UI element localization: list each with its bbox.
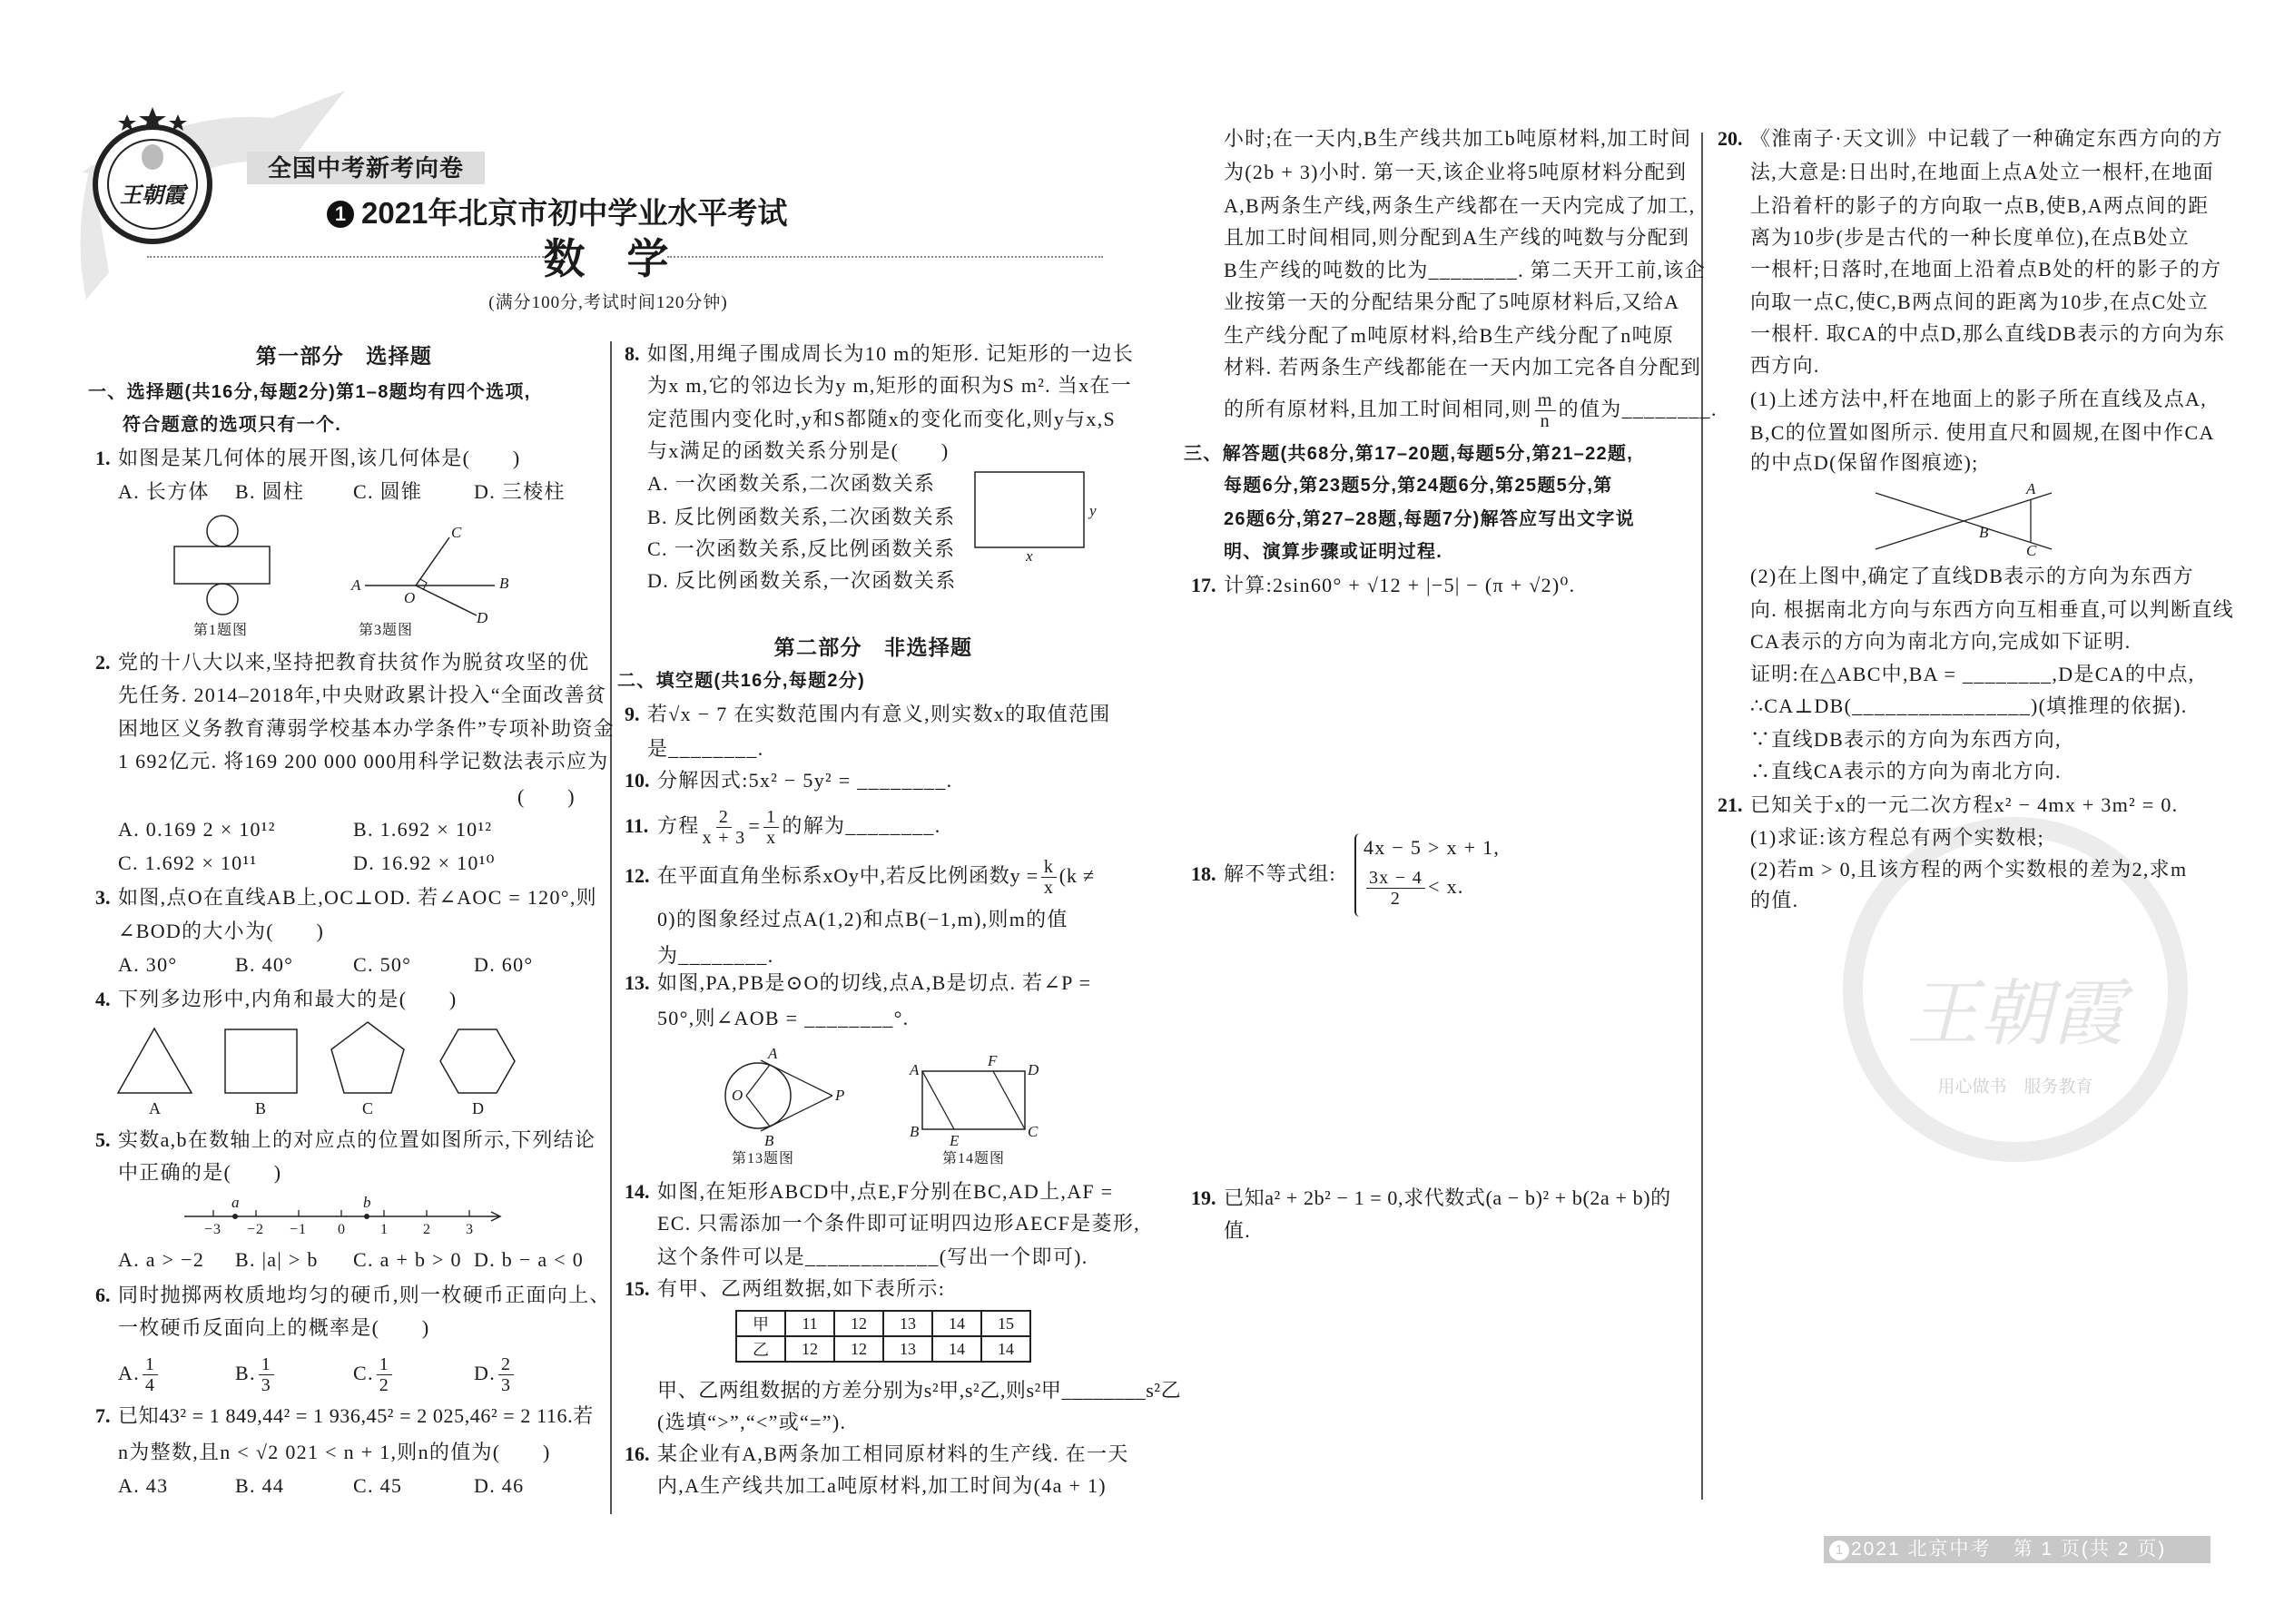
- question-number: 18.: [1191, 862, 1216, 885]
- q3-option-b[interactable]: B. 40°: [235, 953, 294, 976]
- option-label: A.: [118, 1362, 140, 1384]
- table-cell: 12: [785, 1336, 834, 1362]
- q7-option-a[interactable]: A. 43: [118, 1474, 169, 1497]
- q4-label-a: A: [149, 1099, 162, 1117]
- table-cell: 13: [883, 1311, 932, 1336]
- q16-text: 小时;在一天内,B生产线共加工b吨原材料,加工时间: [1224, 127, 1692, 150]
- q8-label-x: x: [1026, 547, 1033, 565]
- numerator: k: [1041, 857, 1057, 878]
- fig13-label-o: O: [732, 1087, 743, 1104]
- numerator: 2: [498, 1354, 514, 1375]
- exam-title-text: 2021年北京市初中学业水平考试: [361, 196, 788, 230]
- denominator: x: [1043, 878, 1054, 899]
- section3-heading: 明、演算步骤或证明过程.: [1224, 542, 1443, 562]
- column-4: [1718, 0, 2235, 1624]
- q8-option-b[interactable]: B. 反比例函数关系,二次函数关系: [647, 506, 956, 528]
- column-divider: [610, 341, 612, 1514]
- part1-title: 第一部分 选择题: [255, 344, 433, 368]
- q20-text: 离为10步(步是古代的一种长度单位),在点B处立: [1750, 226, 2191, 249]
- table-cell: 14: [932, 1311, 981, 1336]
- q16-text: 为(2b + 3)小时. 第一天,该企业将5吨原材料分配到: [1224, 161, 1688, 183]
- section3-heading: 每题6分,第23题5分,第24题6分,第25题5分,第: [1224, 476, 1613, 496]
- q2-option-b[interactable]: B. 1.692 × 10¹²: [353, 818, 493, 841]
- q1-option-d[interactable]: D. 三棱柱: [474, 480, 566, 503]
- question-number: 5.: [95, 1128, 111, 1151]
- q15-text: 有甲、乙两组数据,如下表所示:: [657, 1277, 946, 1300]
- q20-label-a: A: [2026, 480, 2036, 497]
- q18-text: 解不等式组:: [1224, 862, 1336, 885]
- question-number: 13.: [625, 971, 650, 994]
- q20-proof: ∵直线DB表示的方向为东西方向,: [1750, 728, 2062, 751]
- page-footer: [1824, 1536, 2210, 1563]
- q20-label-c: C: [2026, 542, 2037, 559]
- q5-option-b[interactable]: B. |a| > b: [235, 1248, 319, 1271]
- q7-option-b[interactable]: B. 44: [235, 1474, 285, 1497]
- q16-text: 业按第一天的分配结果分配了5吨原材料后,又给A: [1224, 290, 1680, 313]
- numerator: m: [1535, 390, 1556, 411]
- question-number: 4.: [95, 988, 111, 1010]
- q8-option-a[interactable]: A. 一次函数关系,二次函数关系: [647, 472, 936, 495]
- q18-brace: [1354, 833, 1364, 917]
- q6-option-b[interactable]: [235, 1353, 277, 1394]
- footer-page-indicator: 第 1 页(共 2 页): [2013, 1539, 2167, 1560]
- fig13-label-p: P: [835, 1087, 845, 1104]
- q5-text: 中正确的是( ): [118, 1161, 282, 1184]
- question-number: 6.: [95, 1284, 111, 1306]
- q21-text: 的值.: [1750, 889, 1799, 911]
- watermark-slogan: 用心做书 服务教育: [1937, 1078, 2093, 1097]
- q1-option-b[interactable]: B. 圆柱: [235, 480, 305, 503]
- q14-text: 这个条件可以是____________(写出一个即可).: [657, 1245, 1088, 1268]
- q20-text: 西方向.: [1750, 354, 1820, 377]
- section1-heading: 一、选择题(共16分,每题2分)第1–8题均有四个选项,: [88, 382, 531, 402]
- footer-exam-label: 2021 北京中考: [1851, 1539, 1992, 1560]
- point-a-label: a: [231, 1194, 240, 1211]
- q12-pre: 在平面直角坐标系xOy中,若反比例函数y =: [657, 864, 1039, 887]
- tick-label: −1: [290, 1222, 308, 1237]
- q4-text: 下列多边形中,内角和最大的是( ): [118, 988, 458, 1010]
- q2-option-d[interactable]: D. 16.92 × 10¹⁰: [353, 851, 496, 874]
- subject-title: 数 学: [543, 235, 669, 282]
- q21-text: (2)若m > 0,且该方程的两个实数根的差为2,求m: [1750, 858, 2188, 881]
- tick-label: −3: [204, 1222, 222, 1237]
- q19-text: 已知a² + 2b² − 1 = 0,求代数式(a − b)² + b(2a + b)的: [1224, 1186, 1671, 1209]
- q20-part1: B,C的位置如图所示. 使用直尺和圆规,在图中作CA: [1750, 421, 2215, 444]
- q16-text: B生产线的吨数的比为________. 第二天开工前,该企: [1224, 259, 1706, 281]
- q5-text: 实数a,b在数轴上的对应点的位置如图所示,下列结论: [118, 1128, 596, 1151]
- denominator: 3: [261, 1375, 272, 1396]
- q15-text: (选填“>”,“<”或“=”).: [657, 1411, 847, 1433]
- table-cell: 13: [883, 1336, 932, 1362]
- denominator: 4: [145, 1375, 156, 1396]
- q7-option-d[interactable]: D. 46: [474, 1474, 525, 1497]
- question-number: 7.: [95, 1404, 111, 1427]
- q12-text: 为________.: [657, 944, 774, 967]
- q12-post: (k ≠: [1058, 864, 1095, 887]
- q16-text: 内,A生产线共加工a吨原材料,加工时间为(4a + 1): [657, 1474, 1107, 1497]
- q3-text: ∠BOD的大小为( ): [118, 920, 325, 942]
- q20-text: 一根杆. 取CA的中点D,那么直线DB表示的方向为东: [1750, 322, 2226, 345]
- q19-text: 值.: [1224, 1219, 1252, 1242]
- q1-option-c[interactable]: C. 圆锥: [353, 480, 423, 503]
- q5-number-line: [95, 0, 593, 1271]
- fig3-label-d: D: [477, 609, 488, 626]
- q20-figure: [1718, 0, 2215, 635]
- q8-text: 如图,用绳子围成周长为10 m的矩形. 记矩形的一边长: [647, 342, 1135, 365]
- section3-heading: 26题6分,第27–28题,每题7分)解答应写出文字说: [1224, 509, 1635, 529]
- fig14-label-e: E: [950, 1132, 960, 1149]
- q13-text: 如图,PA,PB是⊙O的切线,点A,B是切点. 若∠P =: [657, 971, 1092, 994]
- q20-part2: CA表示的方向为南北方向,完成如下证明.: [1750, 630, 2132, 653]
- q16-text: 生产线分配了m吨原材料,给B生产线分配了n吨原: [1224, 324, 1675, 347]
- point-a: [232, 1214, 238, 1219]
- q14-text: 如图,在矩形ABCD中,点E,F分别在BC,AD上,AF =: [657, 1180, 1114, 1203]
- q10-text: 分解因式:5x² − 5y² = ________.: [657, 769, 953, 792]
- q3-option-d[interactable]: D. 60°: [474, 953, 534, 976]
- question-number: 10.: [625, 769, 650, 792]
- question-number: 12.: [625, 864, 650, 887]
- q12-text: 0)的图象经过点A(1,2)和点B(−1,m),则m的值: [657, 908, 1068, 930]
- q7-text: n为整数,且n < √2 021 < n + 1,则n的值为( ): [118, 1441, 551, 1463]
- fig14-caption: 第14题图: [942, 1151, 1006, 1166]
- table-cell: 14: [981, 1336, 1030, 1362]
- q6-option-a[interactable]: [118, 1353, 161, 1394]
- q18-inequality-2-tail: < x.: [1428, 875, 1464, 898]
- q16-last-pre: 的所有原材料,且加工时间相同,则: [1224, 398, 1532, 420]
- denominator: x: [766, 828, 777, 849]
- question-number: 14.: [625, 1180, 650, 1203]
- numerator: 3x − 4: [1366, 868, 1425, 889]
- q6-option-c[interactable]: [353, 1353, 395, 1394]
- denominator: n: [1540, 411, 1551, 432]
- q21-text: 已知关于x的一元二次方程x² − 4mx + 3m² = 0.: [1750, 793, 2179, 816]
- q20-proof: ∴直线CA表示的方向为南北方向.: [1750, 760, 2062, 782]
- q4-label-d: D: [472, 1099, 485, 1117]
- numerator: 1: [377, 1354, 392, 1375]
- fraction: [377, 1354, 392, 1395]
- q4-label-b: B: [255, 1099, 268, 1117]
- point-b-label: b: [363, 1194, 371, 1211]
- q9-text: 是________.: [647, 737, 764, 760]
- tick-label: −2: [247, 1222, 265, 1237]
- tick-label: 2: [423, 1222, 431, 1237]
- q13-text: 50°,则∠AOB = ________°.: [657, 1007, 910, 1029]
- fig14-label-b: B: [910, 1123, 920, 1140]
- q18-inequality-1: 4x − 5 > x + 1,: [1364, 836, 1501, 859]
- tick-label: 1: [380, 1222, 389, 1237]
- column-divider: [1701, 133, 1703, 1500]
- fig14-label-f: F: [988, 1052, 998, 1069]
- fig3-label-a: A: [351, 576, 361, 594]
- q11-post: 的解为________.: [782, 814, 941, 837]
- fraction: [259, 1354, 274, 1395]
- watermark-logo-text: 王朝霞: [1906, 975, 2124, 1055]
- fig14-label-a: A: [910, 1061, 920, 1078]
- q16-text: [1224, 389, 1718, 430]
- q20-proof: ∴CA⊥DB(________________)(填推理的依据).: [1750, 694, 2188, 717]
- q3-option-c[interactable]: C. 50°: [353, 953, 412, 976]
- option-label: C.: [353, 1362, 374, 1384]
- q20-part2: (2)在上图中,确定了直线DB表示的方向为东西方: [1750, 565, 2194, 587]
- point-b: [364, 1214, 369, 1219]
- q16-text: 且加工时间相同,则分配到A生产线的吨数与分配到: [1224, 226, 1690, 249]
- denominator: 2: [379, 1375, 390, 1396]
- option-label: B.: [235, 1362, 256, 1384]
- fig3-label-o: O: [404, 589, 416, 606]
- q8-text: 定范围内变化时,y和S都随x的变化而变化,则y与x,S: [647, 408, 1117, 430]
- q20-label-b: B: [1979, 524, 1989, 541]
- q8-option-d[interactable]: D. 反比例函数关系,一次函数关系: [647, 569, 957, 592]
- equals-sign: =: [748, 814, 762, 837]
- table-cell: 15: [981, 1311, 1030, 1336]
- part2-title: 第二部分 非选择题: [773, 635, 973, 659]
- numerator: 1: [259, 1354, 274, 1375]
- fig3-caption: 第3题图: [359, 623, 414, 638]
- q16-text: 某企业有A,B两条加工相同原材料的生产线. 在一天: [657, 1442, 1129, 1465]
- q6-text: 一枚硬币反面向上的概率是( ): [118, 1316, 430, 1339]
- q20-text: 一根杆;日落时,在地面上沿着点B处的杆的影子的方: [1750, 258, 2222, 281]
- section3-heading: 三、解答题(共68分,第17–20题,每题5分,第21–22题,: [1184, 444, 1634, 464]
- section1-heading: 符合题意的选项只有一个.: [123, 415, 342, 435]
- q11-pre: 方程: [657, 814, 700, 837]
- q8-text: 与x满足的函数关系分别是( ): [647, 439, 950, 462]
- question-number: 15.: [625, 1277, 650, 1300]
- q18-inequality-2: [1364, 864, 1464, 910]
- q3-text: 如图,点O在直线AB上,OC⊥OD. 若∠AOC = 120°,则: [118, 886, 597, 909]
- q2-answer-paren: ( ): [517, 785, 576, 808]
- exam-number-badge: 1: [327, 201, 354, 228]
- q1-figure-caption: 第1题图: [193, 623, 249, 638]
- question-number: 19.: [1191, 1186, 1216, 1209]
- q1-option-a[interactable]: A. 长方体: [118, 480, 210, 503]
- q20-proof: 证明:在△ABC中,BA = ________,D是CA的中点,: [1750, 663, 2195, 685]
- table-cell: 乙: [736, 1336, 785, 1362]
- table-cell: 甲: [736, 1311, 785, 1336]
- table-cell: 12: [834, 1336, 883, 1362]
- q8-option-c[interactable]: C. 一次函数关系,反比例函数关系: [647, 537, 956, 560]
- denominator: 2: [1390, 889, 1402, 910]
- q4-label-c: C: [362, 1099, 375, 1117]
- q8-label-y: y: [1089, 502, 1097, 519]
- q2-text: 先任务. 2014–2018年,中央财政累计投入“全面改善贫: [118, 684, 607, 706]
- table-row: [736, 1336, 1030, 1362]
- q20-text: 《淮南子·天文训》中记载了一种确定东西方向的方: [1750, 127, 2224, 150]
- column-2: [617, 0, 1182, 1624]
- tick-label: 0: [338, 1222, 346, 1237]
- fig14-label-c: C: [1028, 1123, 1039, 1140]
- q7-option-c[interactable]: C. 45: [353, 1474, 403, 1497]
- denominator: 3: [501, 1375, 512, 1396]
- q8-text: 为x m,它的邻边长为y m,矩形的面积为S m². 当x在一: [647, 374, 1132, 397]
- q20-text: 上沿着杆的影子的方向取一点B,使B,A两点间的距: [1750, 194, 2210, 217]
- question-number: 1.: [95, 447, 111, 469]
- q20-text: 法,大意是:日出时,在地面上点A处立一根杆,在地面: [1750, 161, 2215, 183]
- q7-text: 已知43² = 1 849,44² = 1 936,45² = 2 025,46² = 2 116.若: [118, 1404, 594, 1427]
- q2-text: 党的十八大以来,坚持把教育扶贫作为脱贫攻坚的优: [118, 651, 590, 674]
- q1-text: 如图是某几何体的展开图,该几何体是( ): [118, 447, 521, 469]
- footer-number-badge: 1: [1829, 1540, 1849, 1560]
- q5-option-a[interactable]: A. a > −2: [118, 1248, 205, 1271]
- table-cell: 14: [932, 1336, 981, 1362]
- column-3: [1184, 0, 1718, 1624]
- q21-text: (1)求证:该方程总有两个实数根;: [1750, 826, 2044, 849]
- fraction: [498, 1354, 514, 1395]
- q6-text: 同时抛掷两枚质地均匀的硬币,则一枚硬币正面向上、: [118, 1284, 611, 1306]
- table-cell: 11: [785, 1311, 834, 1336]
- q20-part2: 向. 根据南北方向与东西方向互相垂直,可以判断直线: [1750, 598, 2235, 621]
- fraction: [1366, 868, 1425, 909]
- question-number: 8.: [625, 342, 640, 365]
- q6-option-d[interactable]: [474, 1353, 517, 1394]
- q2-option-a[interactable]: A. 0.169 2 × 10¹²: [118, 818, 276, 841]
- q17-text: 计算:2sin60° + √12 + |−5| − (π + √2)⁰.: [1224, 574, 1576, 596]
- q5-option-d[interactable]: D. b − a < 0: [474, 1248, 585, 1271]
- fig3-label-c: C: [451, 524, 462, 541]
- q15-data-table: [735, 1310, 1031, 1363]
- fraction: [1535, 390, 1556, 431]
- q2-text: 1 692亿元. 将169 200 000 000用科学记数法表示应为: [118, 750, 609, 773]
- fig13-caption: 第13题图: [732, 1151, 795, 1166]
- question-number: 16.: [625, 1442, 650, 1465]
- q20-part1: 的中点D(保留作图痕迹);: [1750, 451, 1979, 474]
- q2-option-c[interactable]: C. 1.692 × 10¹¹: [118, 851, 258, 874]
- fig13-label-b: B: [764, 1132, 774, 1149]
- question-number: 9.: [625, 703, 640, 725]
- q9-text: 若√x − 7 在实数范围内有意义,则实数x的取值范围: [647, 703, 1111, 725]
- question-number: 3.: [95, 886, 111, 909]
- fraction: [143, 1354, 158, 1395]
- exam-note: (满分100分,考试时间120分钟): [488, 293, 728, 312]
- fig14-label-d: D: [1028, 1061, 1039, 1078]
- q13-14-figures: [625, 0, 1122, 1180]
- q2-text: 困地区义务教育薄弱学校基本办学条件”专项补助资金: [118, 717, 615, 740]
- q20-text: 向取一点C,使C,B两点间的距离为10步,在点C处立: [1750, 290, 2209, 313]
- numerator: 1: [143, 1354, 158, 1375]
- tick-label: 3: [466, 1222, 474, 1237]
- numerator: 1: [763, 807, 779, 828]
- table-row: [736, 1311, 1030, 1336]
- fig13-label-a: A: [768, 1045, 778, 1062]
- denominator: x + 3: [702, 828, 746, 849]
- q14-text: EC. 只需添加一个条件即可证明四边形AECF是菱形,: [657, 1212, 1140, 1235]
- q15-text: 甲、乙两组数据的方差分别为s²甲,s²乙,则s²甲________s²乙: [657, 1379, 1182, 1402]
- fig3-label-b: B: [499, 575, 509, 592]
- question-number: 11.: [625, 814, 649, 837]
- q3-option-a[interactable]: A. 30°: [118, 953, 178, 976]
- section2-heading: 二、填空题(共16分,每题2分): [617, 671, 866, 691]
- option-label: D.: [474, 1362, 496, 1384]
- question-number: 2.: [95, 651, 111, 674]
- question-number: 17.: [1191, 574, 1216, 596]
- brand-badge: 全国中考新考向卷: [247, 152, 485, 184]
- numerator: 2: [716, 807, 732, 828]
- q16-text: A,B两条生产线,两条生产线都在一天内完成了加工,: [1224, 194, 1696, 217]
- logo-text: 王朝霞: [120, 184, 185, 208]
- q20-part1: (1)上述方法中,杆在地面上的影子所在直线及点A,: [1750, 388, 2208, 410]
- question-number: 20.: [1718, 127, 1743, 150]
- question-number: 21.: [1718, 793, 1743, 816]
- q16-text: 材料. 若两条生产线都能在一天内加工完各自分配到: [1224, 356, 1702, 379]
- table-cell: 12: [834, 1311, 883, 1336]
- q5-option-c[interactable]: C. a + b > 0: [353, 1248, 462, 1271]
- q16-last-post: 的值为________.: [1558, 398, 1718, 420]
